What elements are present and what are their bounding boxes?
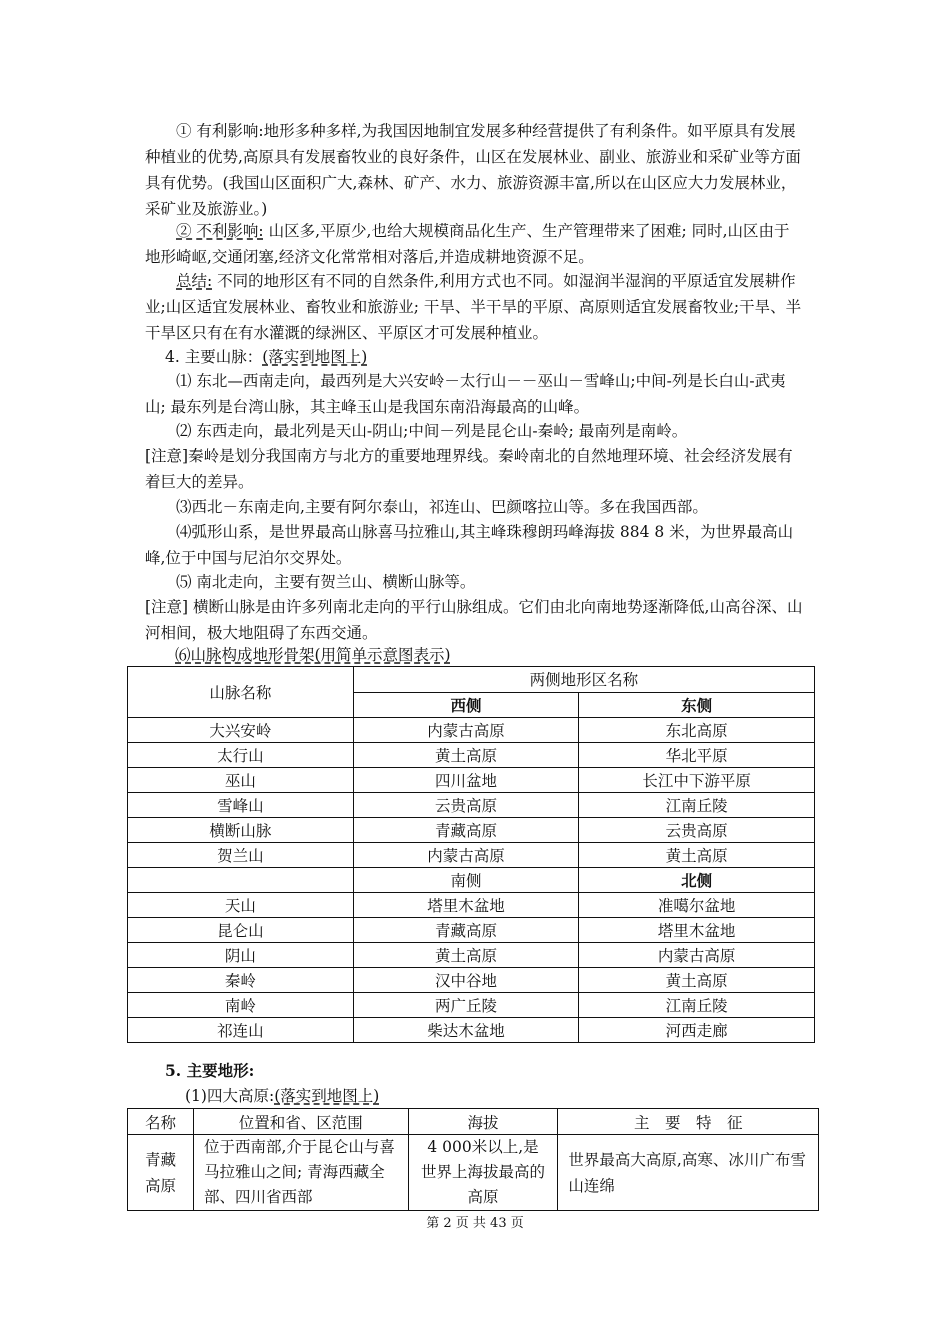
side-a-cell: 汉中谷地 bbox=[353, 968, 579, 993]
side-b-cell: 内蒙古高原 bbox=[579, 943, 815, 968]
side-b-cell: 黄土高原 bbox=[579, 843, 815, 868]
mountain-item-5: ⑸ 南北走向，主要有贺兰山、横断山脉等。 bbox=[176, 573, 476, 591]
header-mountain-name: 山脉名称 bbox=[128, 667, 354, 718]
mountain-cell: 横断山脉 bbox=[128, 818, 354, 843]
side-a-cell: 四川盆地 bbox=[353, 768, 579, 793]
table-row bbox=[128, 667, 815, 693]
side-b-cell: 黄土高原 bbox=[579, 968, 815, 993]
note-qinling: [注意]秦岭是划分我国南方与北方的重要地理界线。秦岭南北的自然地理环境、社会经济发展有着巨大的差异。 bbox=[145, 447, 793, 491]
table-row bbox=[128, 843, 815, 868]
header-name: 名称 bbox=[128, 1109, 194, 1135]
header-west: 西侧 bbox=[353, 692, 579, 718]
table-row bbox=[128, 993, 815, 1018]
mountain-item-2: ⑵ 东西走向，最北列是天山-阴山;中间－列是昆仑山-秦岭; 最南列是南岭。 bbox=[176, 422, 688, 440]
mountain-item-1: ⑴ 东北—西南走向，最西列是大兴安岭－太行山－－巫山－雪峰山;中间-列是长白山-武夷山; 最东列是台湾山脉，其主峰玉山是我国东南沿海最高的山峰。 bbox=[145, 372, 786, 416]
side-a-cell: 黄土高原 bbox=[353, 743, 579, 768]
side-a-cell: 云贵高原 bbox=[353, 793, 579, 818]
side-b-cell: 云贵高原 bbox=[579, 818, 815, 843]
table-row bbox=[128, 818, 815, 843]
side-b-cell: 准噶尔盆地 bbox=[579, 893, 815, 918]
summary-label: 总结: bbox=[176, 272, 213, 290]
plateaus-heading bbox=[185, 1083, 805, 1109]
mountain-cell: 贺兰山 bbox=[128, 843, 354, 868]
plateau-altitude: 4 000米以上,是世界上海拔最高的高原 bbox=[408, 1135, 558, 1211]
side-a-cell: 青藏高原 bbox=[353, 918, 579, 943]
side-b-cell: 华北平原 bbox=[579, 743, 815, 768]
side-a-cell: 内蒙古高原 bbox=[353, 843, 579, 868]
mountain-item-6-text: ⑹山脉构成地形骨架(用简单示意图表示) bbox=[175, 646, 451, 664]
mountain-cell: 大兴安岭 bbox=[128, 718, 354, 743]
summary-text: 不同的地形区有不同的自然条件,利用方式也不同。如湿润半湿润的平原适宜发展耕作业;山区适宜发展林业、畜牧业和旅游业; 干旱、半干旱的平原、高原则适宜发展畜牧业;干旱、半干旱区只有在有水灌溉的绿洲区、平原区才可发展种植业。 bbox=[145, 272, 802, 342]
mountain-cell: 南岭 bbox=[128, 993, 354, 1018]
side-b-cell: 江南丘陵 bbox=[579, 993, 815, 1018]
plateau-name: 青藏高原 bbox=[128, 1135, 194, 1211]
mountain-cell: 天山 bbox=[128, 893, 354, 918]
side-b-cell: 塔里木盆地 bbox=[579, 918, 815, 943]
unfavorable-label: ② 不利影响: bbox=[176, 222, 264, 240]
mountain-cell: 雪峰山 bbox=[128, 793, 354, 818]
plateaus-title: (1)四大高原: bbox=[185, 1087, 275, 1105]
plateau-features: 世界最高大高原,高寒、冰川广布雪山连绵 bbox=[558, 1135, 819, 1211]
page-footer: 第 2 页 共 43 页 bbox=[426, 1216, 524, 1231]
table-row bbox=[128, 968, 815, 993]
section-4-note: (落实到地图上) bbox=[262, 348, 368, 366]
mountain-cell: 秦岭 bbox=[128, 968, 354, 993]
side-a-cell: 内蒙古高原 bbox=[353, 718, 579, 743]
mountain-item-4: ⑷弧形山系，是世界最高山脉喜马拉雅山,其主峰珠穆朗玛峰海拔 884 8 米，为世界最高山峰,位于中国与尼泊尔交界处。 bbox=[145, 523, 794, 567]
mountain-cell: 阴山 bbox=[128, 943, 354, 968]
table-row bbox=[128, 1109, 819, 1135]
summary-paragraph bbox=[145, 268, 805, 346]
table-row bbox=[128, 943, 815, 968]
table-row bbox=[128, 718, 815, 743]
header-location: 位置和省、区范围 bbox=[193, 1109, 408, 1135]
table-row bbox=[128, 793, 815, 818]
side-a-cell: 青藏高原 bbox=[353, 818, 579, 843]
mountain-item-3: ⑶西北－东南走向,主要有阿尔泰山，祁连山、巴颜喀拉山等。多在我国西部。 bbox=[176, 498, 708, 516]
empty-cell bbox=[128, 868, 354, 893]
side-a-cell: 塔里木盆地 bbox=[353, 893, 579, 918]
mountain-item-6 bbox=[175, 642, 805, 668]
mountain-cell: 巫山 bbox=[128, 768, 354, 793]
header-altitude: 海拔 bbox=[408, 1109, 558, 1135]
section-5-heading: 5. 主要地形: bbox=[165, 1061, 255, 1080]
mountain-cell: 昆仑山 bbox=[128, 918, 354, 943]
header-sides: 两侧地形区名称 bbox=[353, 667, 814, 693]
plateaus-note: (落实到地图上) bbox=[274, 1087, 380, 1105]
table-row bbox=[128, 918, 815, 943]
mountain-table bbox=[127, 666, 815, 1043]
plateau-location: 位于西南部,介于昆仑山与喜马拉雅山之间; 青海西藏全部、四川省西部 bbox=[193, 1135, 408, 1211]
mountain-cell: 太行山 bbox=[128, 743, 354, 768]
side-b-cell: 长江中下游平原 bbox=[579, 768, 815, 793]
plateau-table bbox=[127, 1108, 819, 1211]
side-a-cell: 柴达木盆地 bbox=[353, 1018, 579, 1043]
side-b-cell: 江南丘陵 bbox=[579, 793, 815, 818]
note-hengduan: [注意] 横断山脉是由许多列南北走向的平行山脉组成。它们由北向南地势逐渐降低,山高谷深、山河相间，极大地阻碍了东西交通。 bbox=[145, 598, 803, 642]
table-row bbox=[128, 868, 815, 893]
table-row bbox=[128, 893, 815, 918]
unfavorable-paragraph bbox=[145, 218, 805, 270]
mountain-cell: 祁连山 bbox=[128, 1018, 354, 1043]
header-north: 北侧 bbox=[579, 868, 815, 893]
side-b-cell: 东北高原 bbox=[579, 718, 815, 743]
unfavorable-text: 山区多,平原少,也给大规模商品化生产、生产管理带来了困难; 同时,山区由于地形崎岖,交通闭塞,经济文化常常相对落后,并造成耕地资源不足。 bbox=[145, 222, 790, 266]
table-row bbox=[128, 1135, 819, 1211]
section-4-title: 4. 主要山脉： bbox=[165, 348, 263, 366]
favorable-paragraph: ① 有利影响:地形多种多样,为我国因地制宜发展多种经营提供了有利条件。如平原具有发展种植业的优势,高原具有发展畜牧业的良好条件，山区在发展林业、副业、旅游业和采矿业等方面具有优势。(我国山区面积广大,森林、矿产、水力、旅游资源丰富,所以在山区应大力发展林业，采矿业及旅游业。) bbox=[145, 122, 801, 218]
mountain-table-body bbox=[128, 667, 815, 1043]
table-row bbox=[128, 1018, 815, 1043]
header-features: 主 要 特 征 bbox=[558, 1109, 819, 1135]
side-a-cell: 两广丘陵 bbox=[353, 993, 579, 1018]
side-a-cell: 黄土高原 bbox=[353, 943, 579, 968]
header-south: 南侧 bbox=[353, 868, 579, 893]
side-b-cell: 河西走廊 bbox=[579, 1018, 815, 1043]
header-east: 东侧 bbox=[579, 692, 815, 718]
table-row bbox=[128, 743, 815, 768]
section-4-heading bbox=[165, 344, 805, 370]
table-row bbox=[128, 768, 815, 793]
